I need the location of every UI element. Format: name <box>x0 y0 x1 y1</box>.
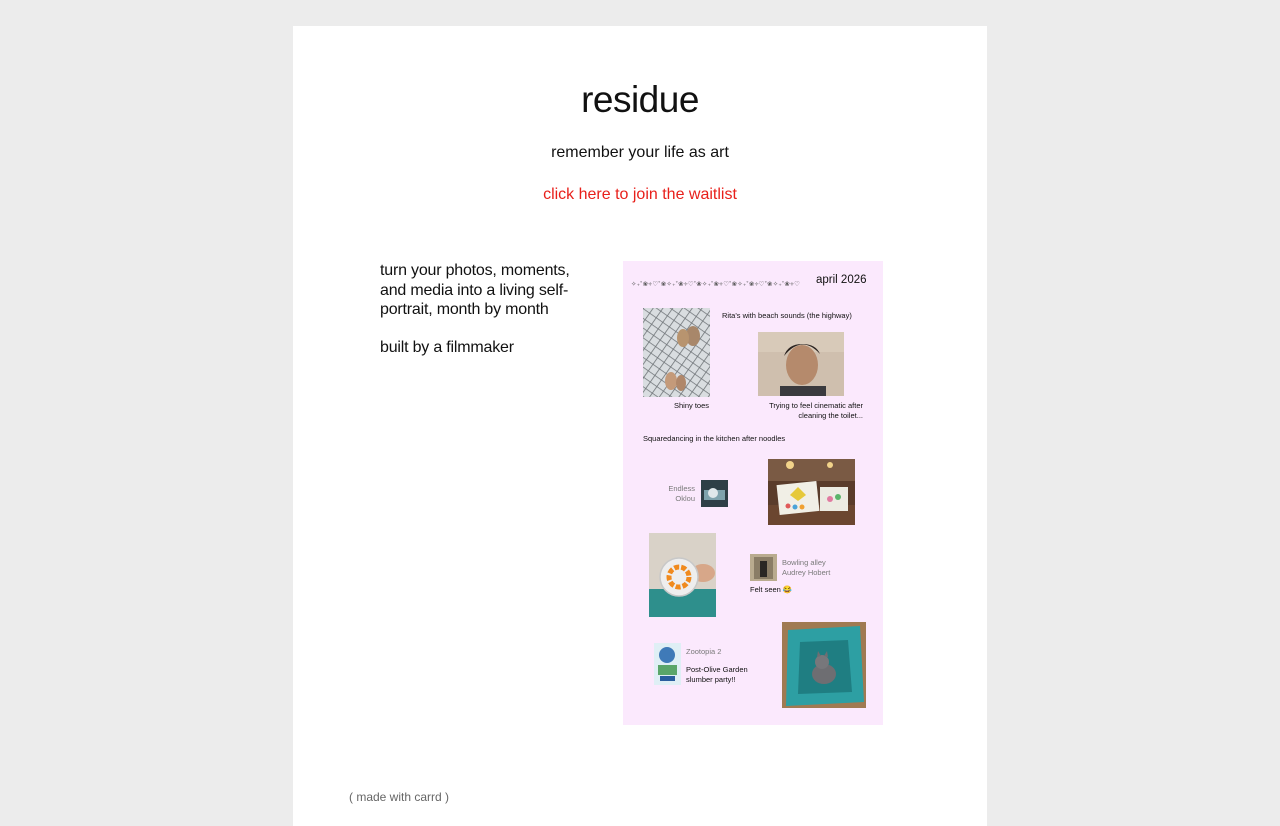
cat-box-photo <box>782 622 866 708</box>
album-art-bowling <box>750 554 777 581</box>
pitch-text <box>380 261 580 375</box>
music-title: Endless <box>668 484 695 493</box>
bowl-photo <box>649 533 716 617</box>
decorative-border-text: ✧₊˚❀༓♡˚❀✧₊˚❀༓♡˚❀✧₊˚❀༓♡˚❀✧₊˚❀༓♡˚❀✧₊˚❀༓♡ <box>631 281 801 288</box>
caption-shiny-toes: Shiny toes <box>674 401 710 410</box>
page-card <box>293 26 987 826</box>
album-art-endless <box>701 480 728 507</box>
movie-poster-zootopia <box>654 643 681 685</box>
caption-squaredancing: Squaredancing in the kitchen after noodles <box>643 434 786 443</box>
bowling-artist: Audrey Hobert <box>782 568 831 577</box>
pitch-builder: built by a filmmaker <box>380 338 514 356</box>
shiny-toes-photo <box>643 308 710 397</box>
tagline: remember your life as art <box>551 144 729 161</box>
caption-slumber-party: Post-Olive Garden slumber party!! <box>686 665 748 684</box>
caption-beach-sounds: Rita's with beach sounds (the highway) <box>722 311 852 320</box>
monthly-portrait-preview <box>623 261 883 725</box>
site-title: residue <box>581 79 699 120</box>
selfie-photo <box>758 332 844 396</box>
bowling-title: Bowling alley <box>782 558 826 567</box>
movie-title: Zootopia 2 <box>686 647 722 656</box>
made-with-carrd-link[interactable]: ( made with carrd ) <box>349 790 450 804</box>
caption-cinematic: Trying to feel cinematic after cleaning the toilet... <box>769 401 863 420</box>
month-label: april 2026 <box>816 274 867 286</box>
pitch-description: turn your photos, moments, and media into a living self-portrait, month by month <box>380 262 570 318</box>
caption-felt-seen: Felt seen 😂 <box>750 585 793 594</box>
music-artist: Oklou <box>675 494 695 503</box>
waitlist-link[interactable]: click here to join the waitlist <box>543 186 737 203</box>
kitchen-paintings-photo <box>768 459 855 525</box>
